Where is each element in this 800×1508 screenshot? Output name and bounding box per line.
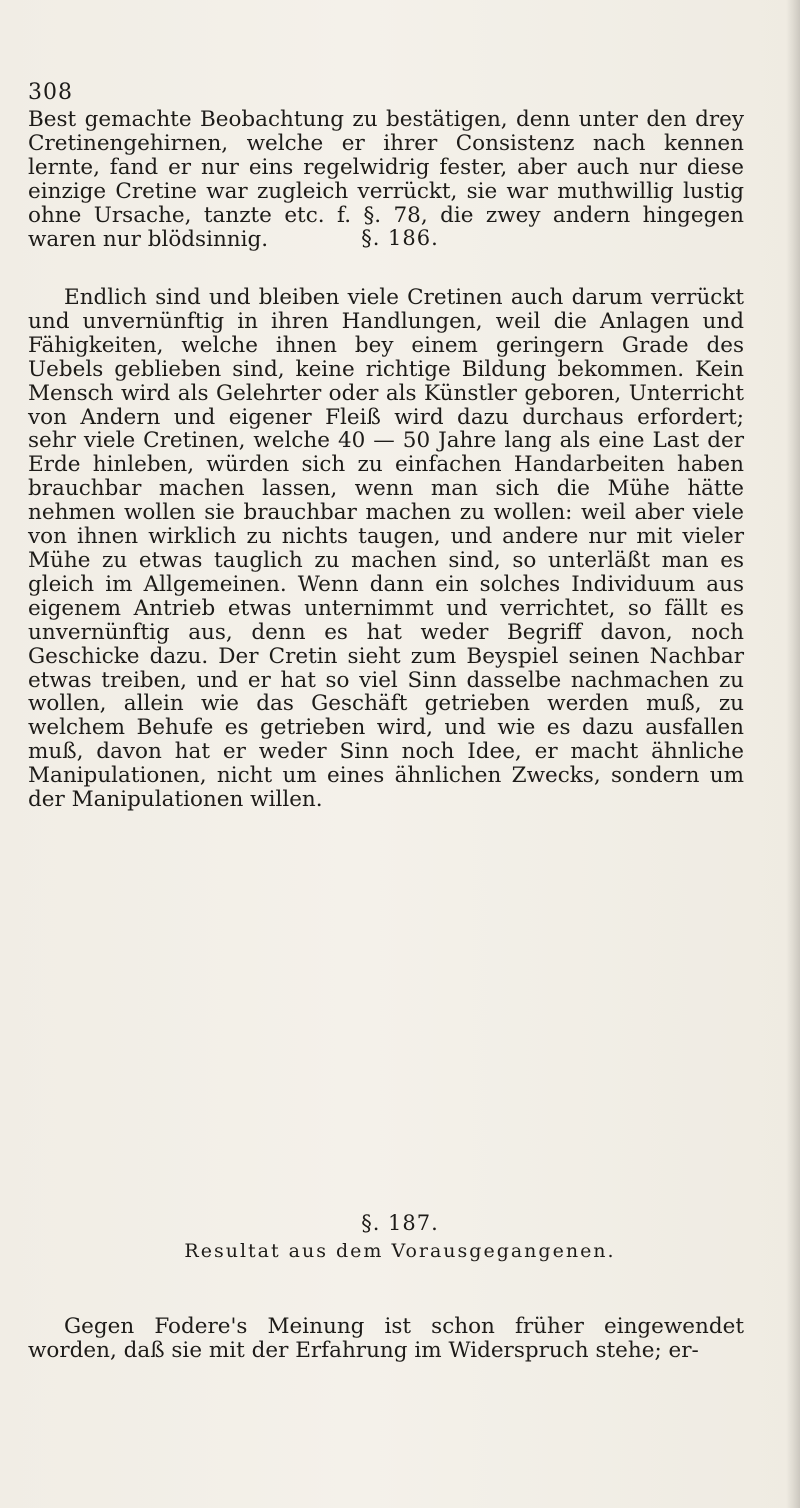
section-heading-187: §. 187. [361,1211,439,1235]
section-subheading: Resultat aus dem Vorausgegangenen. [184,1240,616,1262]
section-186-body [28,286,744,812]
page-number: 308 [28,80,73,105]
paragraph-text: Best gemachte Beobachtung zu bestätigen, denn unter den drey Cretinengehirnen, welche er ihrer Consistenz nach kennen lernte, fand er nur eins regelwidrig fester, aber auch nur diese einzige Cretine war zugleich verrückt, sie war muthwillig lustig ohne Ursache, tanzte etc. f. §. 78, die zwey andern hingegen waren nur blödsinnig. [28,107,744,252]
paragraph-text: Gegen Fodere's Meinung ist schon früher eingewendet worden, daß sie mit der Erfahrung im Widerspruch stehe; er- [28,1314,744,1363]
section-187-body [28,1315,744,1363]
section-heading-186: §. 186. [361,226,439,250]
paragraph-text: Endlich sind und bleiben viele Cretinen auch darum verrückt und unvernünftig in ihren Handlungen, weil die Anlagen und Fähigkeiten, welche ihnen bey einem geringern Grade des Uebels geblieben sind, keine richtige Bildung bekommen. Kein Mensch wird als Gelehrter oder als Künstler geboren, Unterricht von Andern und eigener Fleiß wird dazu durchaus erfordert; sehr viele Cretinen, welche 40 — 50 Jahre lang als eine Last der Erde hinleben, würden sich zu einfachen Handarbeiten haben brauchbar machen lassen, wenn man sich die Mühe hätte nehmen wollen sie brauchbar machen zu wollen: weil aber viele von ihnen wirklich zu nichts taugen, und andere nur mit vieler Mühe zu etwas tauglich zu machen sind, so unterläßt man es gleich im Allgemeinen. Wenn dann ein solches Individuum aus eigenem Antrieb etwas unternimmt und verrichtet, so fällt es unvernünftig aus, denn es hat weder Begriff davon, noch Geschicke dazu. Der Cretin sieht zum Beyspiel seinen Nachbar etwas treiben, und er hat so viel Sinn dasselbe nachmachen zu wollen, allein wie das Geschäft getrieben werden muß, zu welchem Behufe es getrieben wird, und wie es dazu ausfallen muß, davon hat er weder Sinn noch Idee, er macht ähnliche Manipulationen, nicht um eines ähnlichen Zwecks, sondern um der Manipulationen willen. [28,285,744,813]
